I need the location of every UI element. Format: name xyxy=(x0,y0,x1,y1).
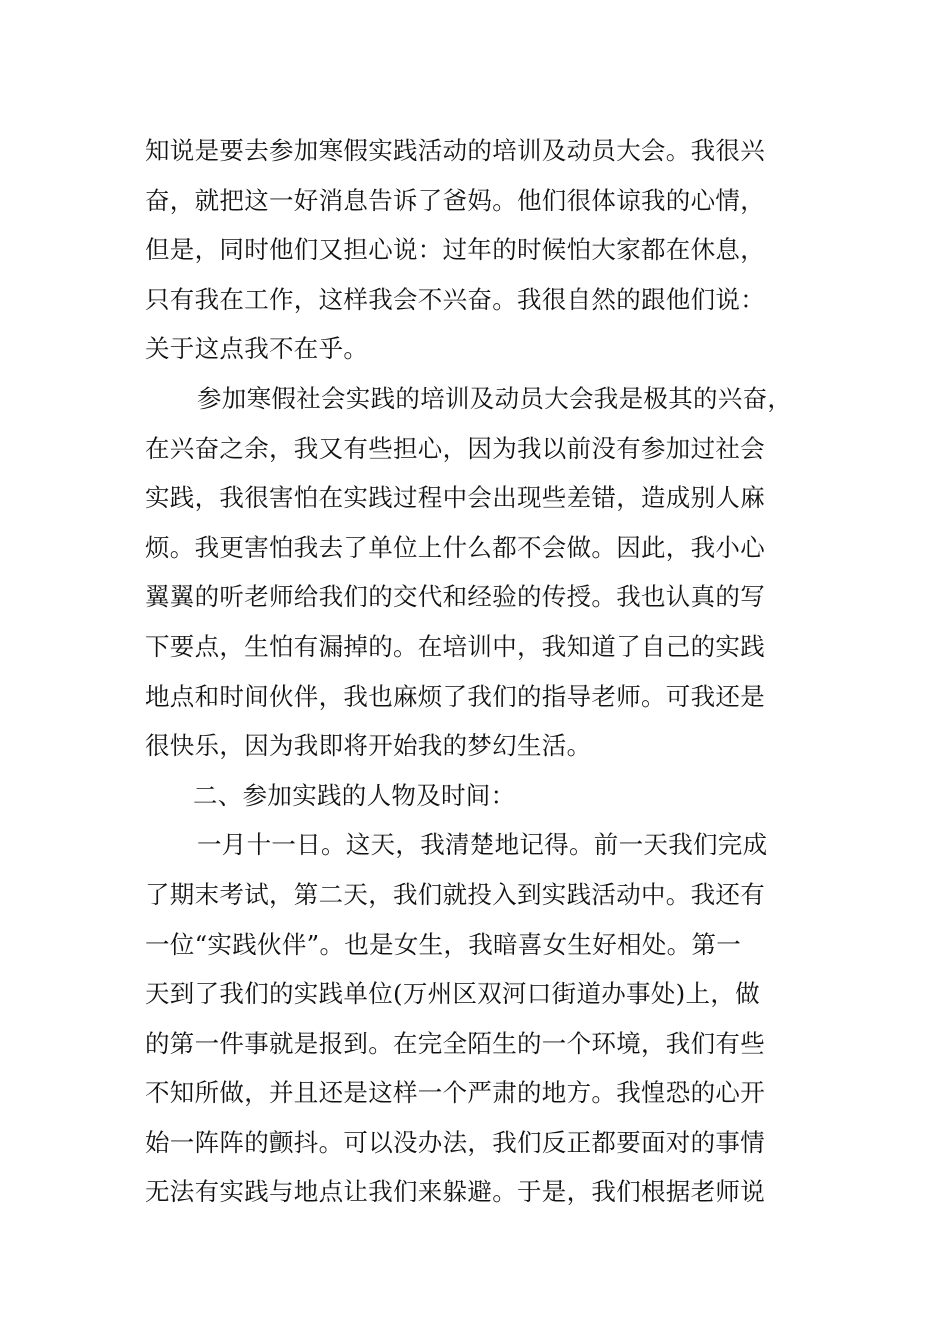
text-line: 下要点，生怕有漏掉的。在培训中，我知道了自己的实践 xyxy=(145,631,765,661)
paragraph-first-line: 参加寒假社会实践的培训及动员大会我是极其的兴奋， xyxy=(197,383,793,413)
text-line: 但是，同时他们又担心说：过年的时候怕大家都在休息， xyxy=(145,235,765,265)
body-text xyxy=(145,126,815,1217)
text-line: 知说是要去参加寒假实践活动的培训及动员大会。我很兴 xyxy=(145,136,765,165)
text-line: 关于这点我不在乎。 xyxy=(145,334,369,364)
text-line: 烦。我更害怕我去了单位上什么都不会做。因此，我小心 xyxy=(145,532,765,562)
text-line: 始一阵阵的颤抖。可以没办法，我们反正都要面对的事情 xyxy=(145,1127,765,1157)
text-line: 无法有实践与地点让我们来躲避。于是，我们根据老师说 xyxy=(145,1177,765,1207)
text-line: 天到了我们的实践单位(万州区双河口街道办事处)上，做 xyxy=(145,979,760,1009)
paragraph-first-line: 一月十一日。这天，我清楚地记得。前一天我们完成 xyxy=(197,830,768,860)
text-line: 翼翼的听老师给我们的交代和经验的传授。我也认真的写 xyxy=(145,582,765,612)
text-line: 在兴奋之余，我又有些担心，因为我以前没有参加过社会 xyxy=(145,433,765,463)
text-line: 很快乐，因为我即将开始我的梦幻生活。 xyxy=(145,731,592,761)
text-line: 只有我在工作，这样我会不兴奋。我很自然的跟他们说： xyxy=(145,284,765,314)
text-line: 一位“实践伙伴”。也是女生，我暗喜女生好相处。第一 xyxy=(145,929,742,959)
text-line: 了期末考试，第二天，我们就投入到实践活动中。我还有 xyxy=(145,879,765,909)
text-line: 不知所做，并且还是这样一个严肃的地方。我惶恐的心开 xyxy=(145,1078,765,1108)
section-heading: 二、参加实践的人物及时间： xyxy=(193,780,516,810)
text-line: 地点和时间伙伴，我也麻烦了我们的指导老师。可我还是 xyxy=(145,681,765,711)
text-line: 的第一件事就是报到。在完全陌生的一个环境，我们有些 xyxy=(145,1028,765,1058)
text-line: 实践，我很害怕在实践过程中会出现些差错，造成别人麻 xyxy=(145,483,765,513)
text-line: 奋，就把这一好消息告诉了爸妈。他们很体谅我的心情， xyxy=(145,185,765,215)
